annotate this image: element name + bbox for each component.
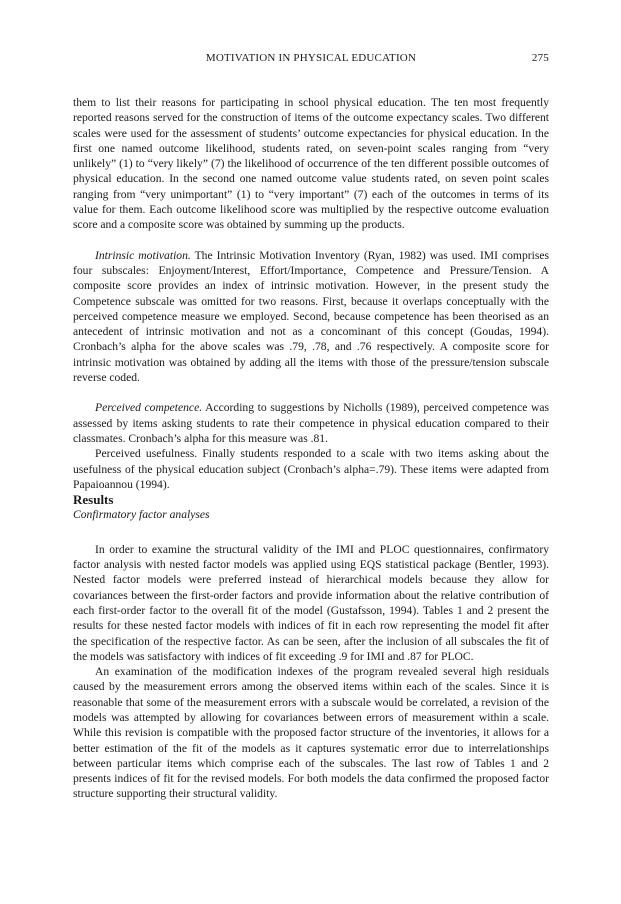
paragraph-modification-indexes: An examination of the modification indexes of the program revealed several high residuals caused by the measurement errors among the observed items within each of the scales. Since it is reasonable that some of the measurement errors with a subscale would be correlated, a revision of the models was attempted by allowing for covariances between errors of measurement within a scale. While this revision is compatible with the proposed factor structure of the inventories, it allows for a better estimation of the fit of the models as it captures systematic error due to interrelationships between particular items which comprise each of the subscales. The last row of Tables 1 and 2 presents indices of fit for the revised models. For both models the data confirmed the proposed factor structure supporting their structural validity. bbox=[73, 665, 549, 801]
paragraph-outcome-expectancy: them to list their reasons for participating in school physical education. The ten most frequently reported reasons served for the construction of items of the outcome expectancy scales. Two different scales were used for the assessment of students’ outcome expectancies for physical education. In the first one named outcome likelihood, students rated, on seven-point scales ranging from “very unlikely” (1) to “very likely” (7) the likelihood of occurrence of the ten different possible outcomes of physical education. In the second one named outcome value students rated, on seven point scales ranging from “very unimportant” (1) to “very important” (7) each of the outcomes in terms of its value for them. Each outcome likelihood score was multiplied by the respective outcome evaluation score and a composite score was obtained by summing up the products. bbox=[73, 96, 549, 232]
paragraph-lead-intrinsic-motivation: Intrinsic motivation. bbox=[95, 248, 191, 262]
paragraph-intrinsic-motivation bbox=[73, 248, 549, 386]
paragraph-text-perceived-competence: According to suggestions by Nicholls (1989), perceived competence was assessed by items asking students to rate their competence in physical education compared to their classmates. Cronbach’s alpha for this measure was .81. bbox=[73, 401, 550, 445]
paragraph-text-intrinsic-motivation: The Intrinsic Motivation Inventory (Ryan, 1982) was used. IMI comprises four subscales: Enjoyment/Interest, Effort/Importance, Competence and Pressure/Tension. A composite score provides an index of intrinsic motivation. However, in the present study the Competence subscale was omitted for two reasons. First, because it overlaps conceptually with the perceived competence measure we employed. Second, because competence has been theorised as an antecedent of intrinsic motivation and not as a concominant of this concept (Goudas, 1994). Cronbach’s alpha for the above scales was .79, .78, and .76 respectively. A composite score for intrinsic motivation was obtained by adding all the items with those of the pressure/tension subscale reverse coded. bbox=[73, 248, 549, 385]
paragraph-lead-perceived-competence: Perceived competence. bbox=[95, 401, 203, 415]
paragraph-perceived-usefulness: Perceived usefulness. Finally students responded to a scale with two items asking about the usefulness of the physical education subject (Cronbach’s alpha=.79). These items were adapted from Papaioannou (1994). bbox=[73, 447, 549, 491]
page-number: 275 bbox=[531, 52, 549, 64]
paragraph-structural-validity: In order to examine the structural validity of the IMI and PLOC questionnaires, confirmatory factor analysis with nested factor models was applied using EQS statistical package (Bentler, 1993). Nested factor models were preferred instead of hierarchical models because they allow for covariances between the first-order factors and provide information about the relative contribution of each first-order factor to the overall fit of the model (Gustafsson, 1994). Tables 1 and 2 present the results for these nested factor models with indices of fit in each row representing the model fit after the specification of the respective factor. As can be seen, after the inclusion of all subscales the fit of the models was satisfactory with indices of fit exceeding .9 for IMI and .87 for PLOC. bbox=[73, 542, 549, 663]
paragraph-perceived-competence bbox=[73, 400, 549, 446]
section-heading-results: Results bbox=[73, 492, 114, 508]
running-header bbox=[73, 52, 549, 68]
article-body bbox=[73, 95, 549, 802]
subsection-heading-cfa: Confirmatory factor analyses bbox=[73, 508, 210, 522]
running-title: MOTIVATION IN PHYSICAL EDUCATION bbox=[205, 52, 417, 64]
